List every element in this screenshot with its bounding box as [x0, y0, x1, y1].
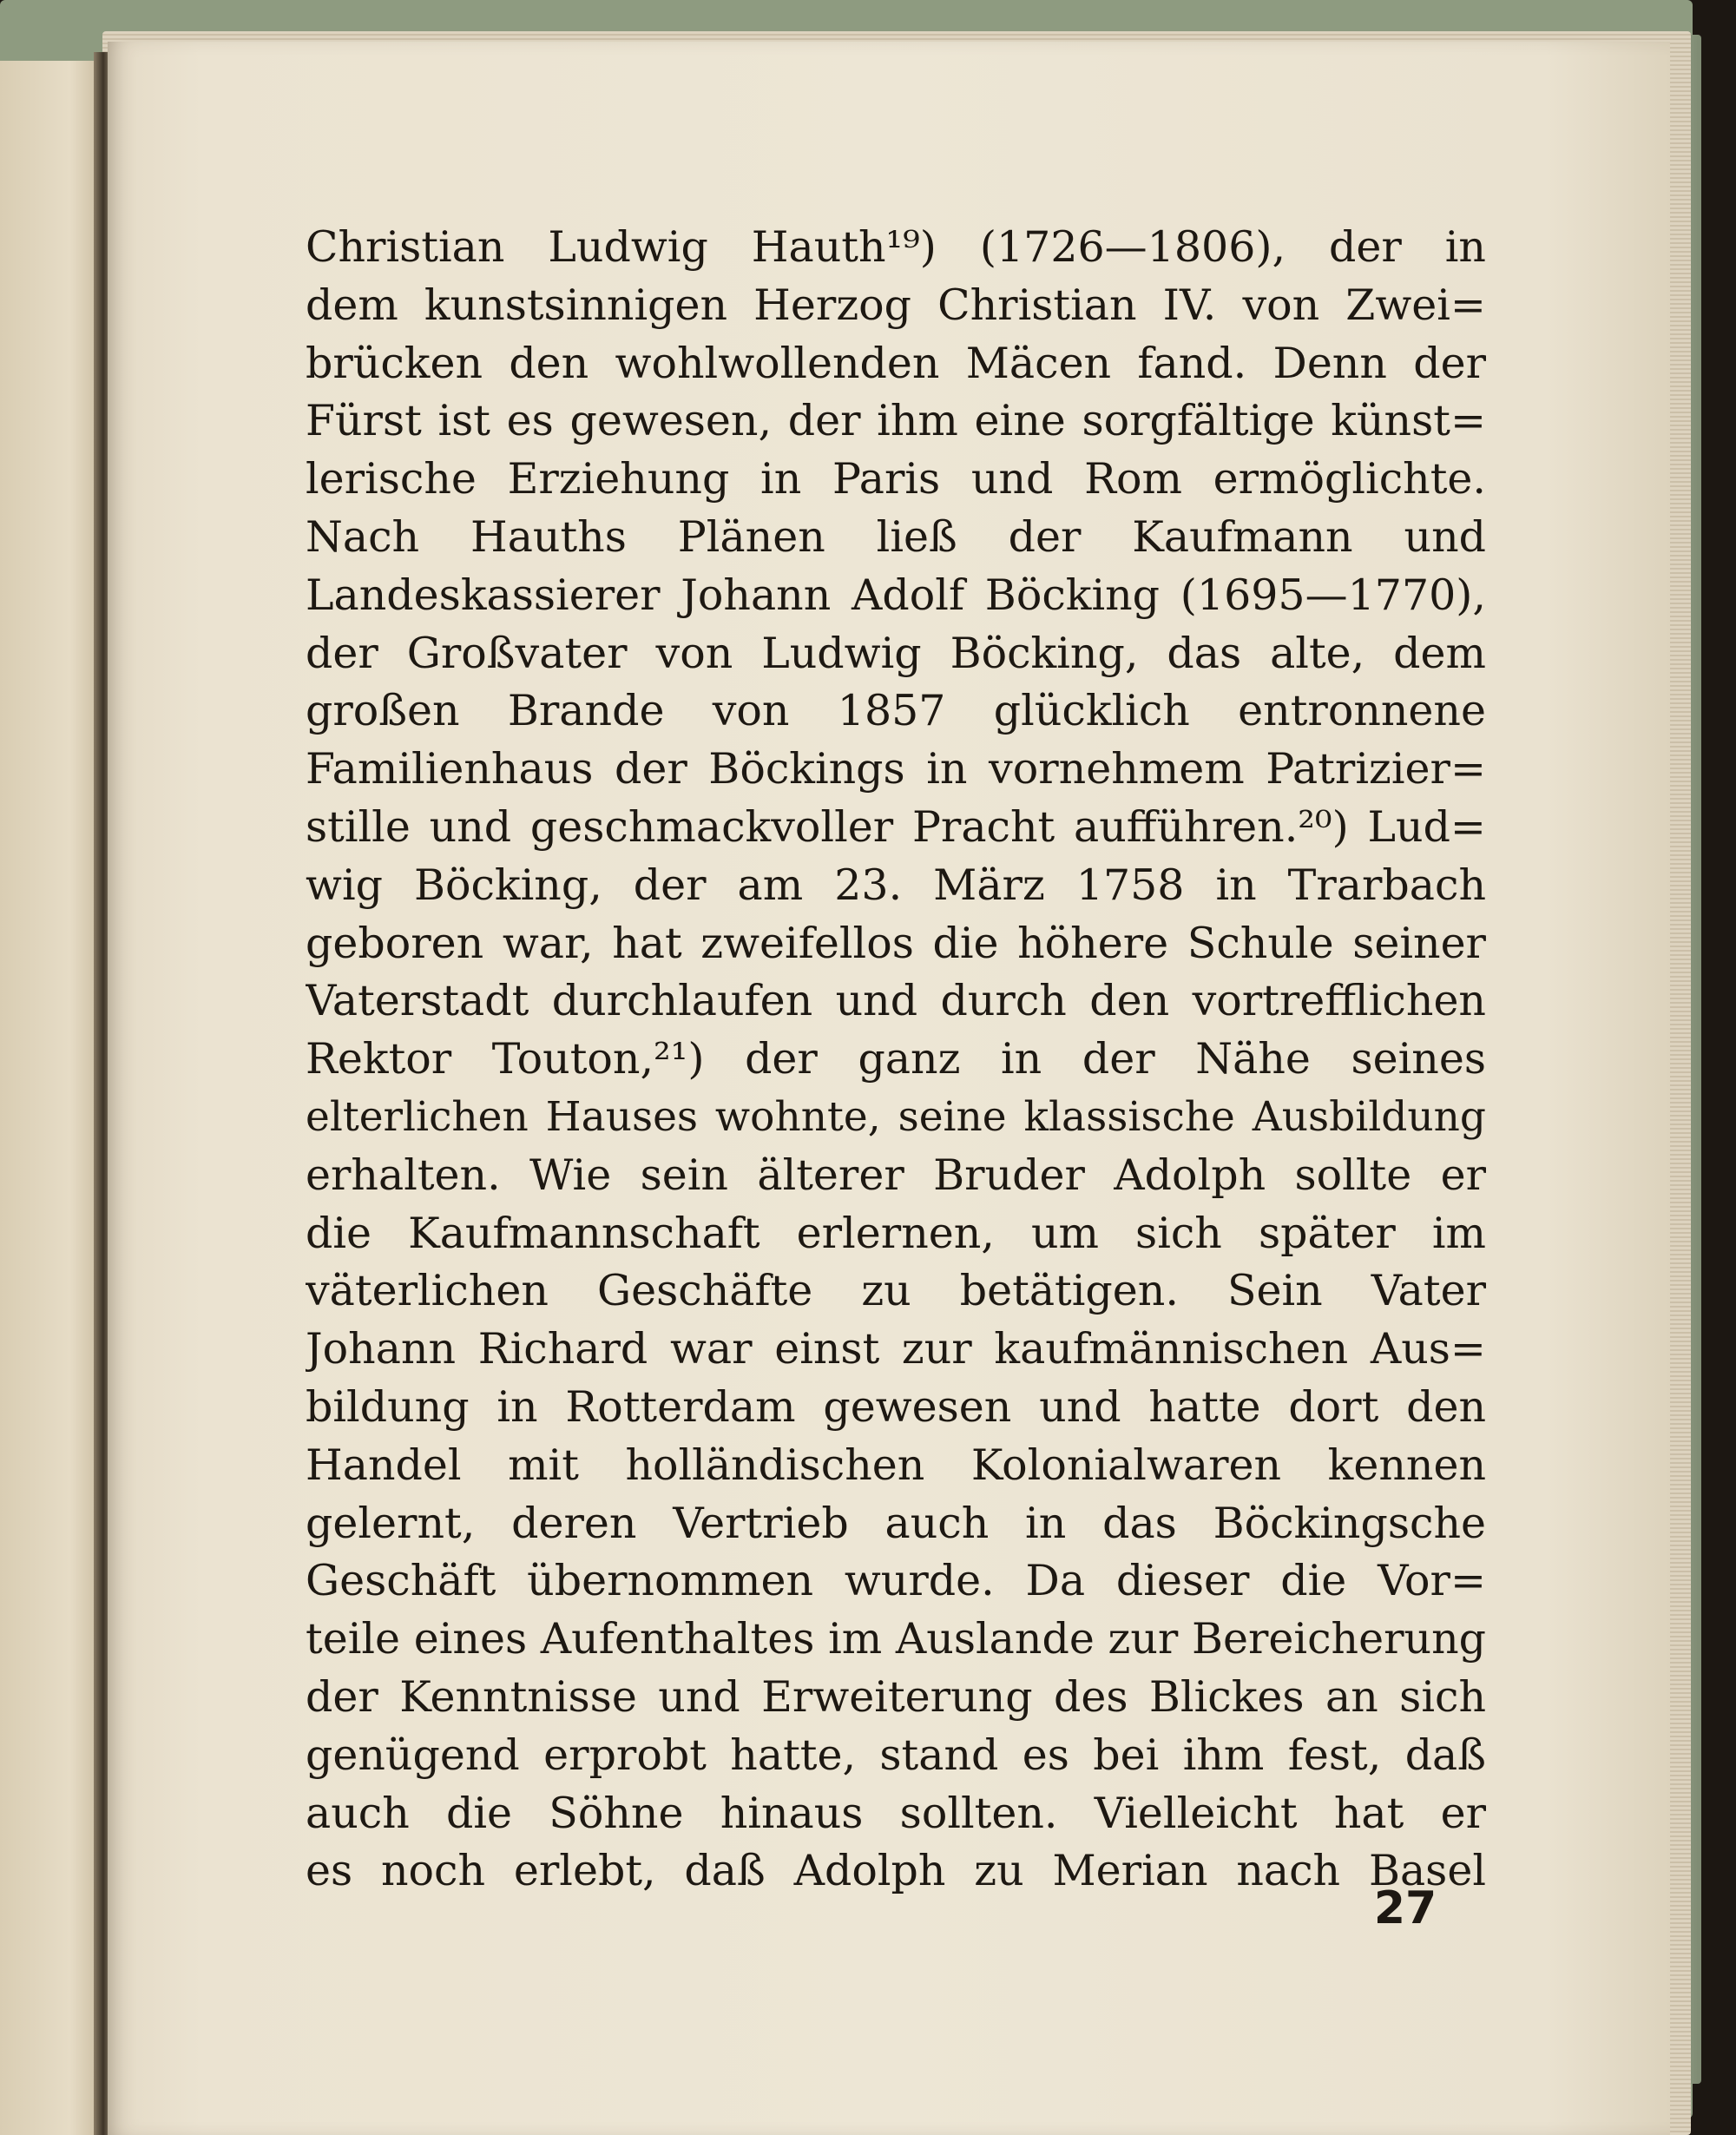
text-line: Johann Richard war einst zur kaufmännischen Aus= [306, 1324, 1486, 1374]
text-line: wig Böcking, der am 23. März 1758 in Trarbach [306, 860, 1486, 910]
text-line: der Kenntnisse und Erweiterung des Blickes an sich [306, 1671, 1486, 1722]
text-line: Nach Hauths Plänen ließ der Kaufmann und [306, 511, 1486, 562]
text-line: lerische Erziehung in Paris und Rom ermöglichte. [306, 454, 1486, 504]
body-text [306, 219, 1486, 1901]
text-line: Geschäft übernommen wurde. Da dieser die Vor= [306, 1556, 1486, 1606]
text-line: Handel mit holländischen Kolonialwaren kennen [306, 1440, 1486, 1490]
text-line: erhalten. Wie sein älterer Bruder Adolph sollte er [306, 1150, 1486, 1200]
text-line: brücken den wohlwollenden Mäcen fand. Denn der [306, 338, 1486, 388]
text-line: geboren war, hat zweifellos die höhere Schule seiner [306, 918, 1486, 968]
text-line: der Großvater von Ludwig Böcking, das alte, dem [306, 628, 1486, 678]
text-line: gelernt, deren Vertrieb auch in das Böckingsche [306, 1498, 1486, 1548]
text-line: väterlichen Geschäfte zu betätigen. Sein Vater [306, 1266, 1486, 1316]
page-number: 27 [1373, 1882, 1437, 1934]
text-line: elterlichen Hauses wohnte, seine klassische Ausbildung [306, 1092, 1486, 1141]
text-line: Rektor Touton,²¹) der ganz in der Nähe seines [306, 1034, 1486, 1084]
text-line: großen Brande von 1857 glücklich entronnene [306, 686, 1486, 736]
text-line: bildung in Rotterdam gewesen und hatte dort den [306, 1381, 1486, 1432]
text-line: Fürst ist es gewesen, der ihm eine sorgfältige künst= [306, 396, 1486, 446]
text-line: es noch erlebt, daß Adolph zu Merian nach Basel [306, 1846, 1486, 1896]
text-line: dem kunstsinnigen Herzog Christian IV. von Zwei= [306, 280, 1486, 330]
text-line: auch die Söhne hinaus sollten. Vielleicht hat er [306, 1788, 1486, 1838]
text-line: Familienhaus der Böckings in vornehmem Patrizier= [306, 744, 1486, 794]
text-line: Landeskassierer Johann Adolf Böcking (1695—1770), [306, 570, 1486, 620]
text-line: Vaterstadt durchlaufen und durch den vortrefflichen [306, 976, 1486, 1026]
text-line: teile eines Aufenthaltes im Auslande zur Bereicherung [306, 1614, 1486, 1664]
text-line: Christian Ludwig Hauth¹⁹) (1726—1806), der in [306, 222, 1486, 272]
text-line: genügend erprobt hatte, stand es bei ihm fest, daß [306, 1730, 1486, 1780]
text-line: stille und geschmackvoller Pracht aufführen.²⁰) Lud= [306, 801, 1486, 852]
text-line: die Kaufmannschaft erlernen, um sich später im [306, 1208, 1486, 1258]
left-page-edge [0, 61, 100, 2135]
